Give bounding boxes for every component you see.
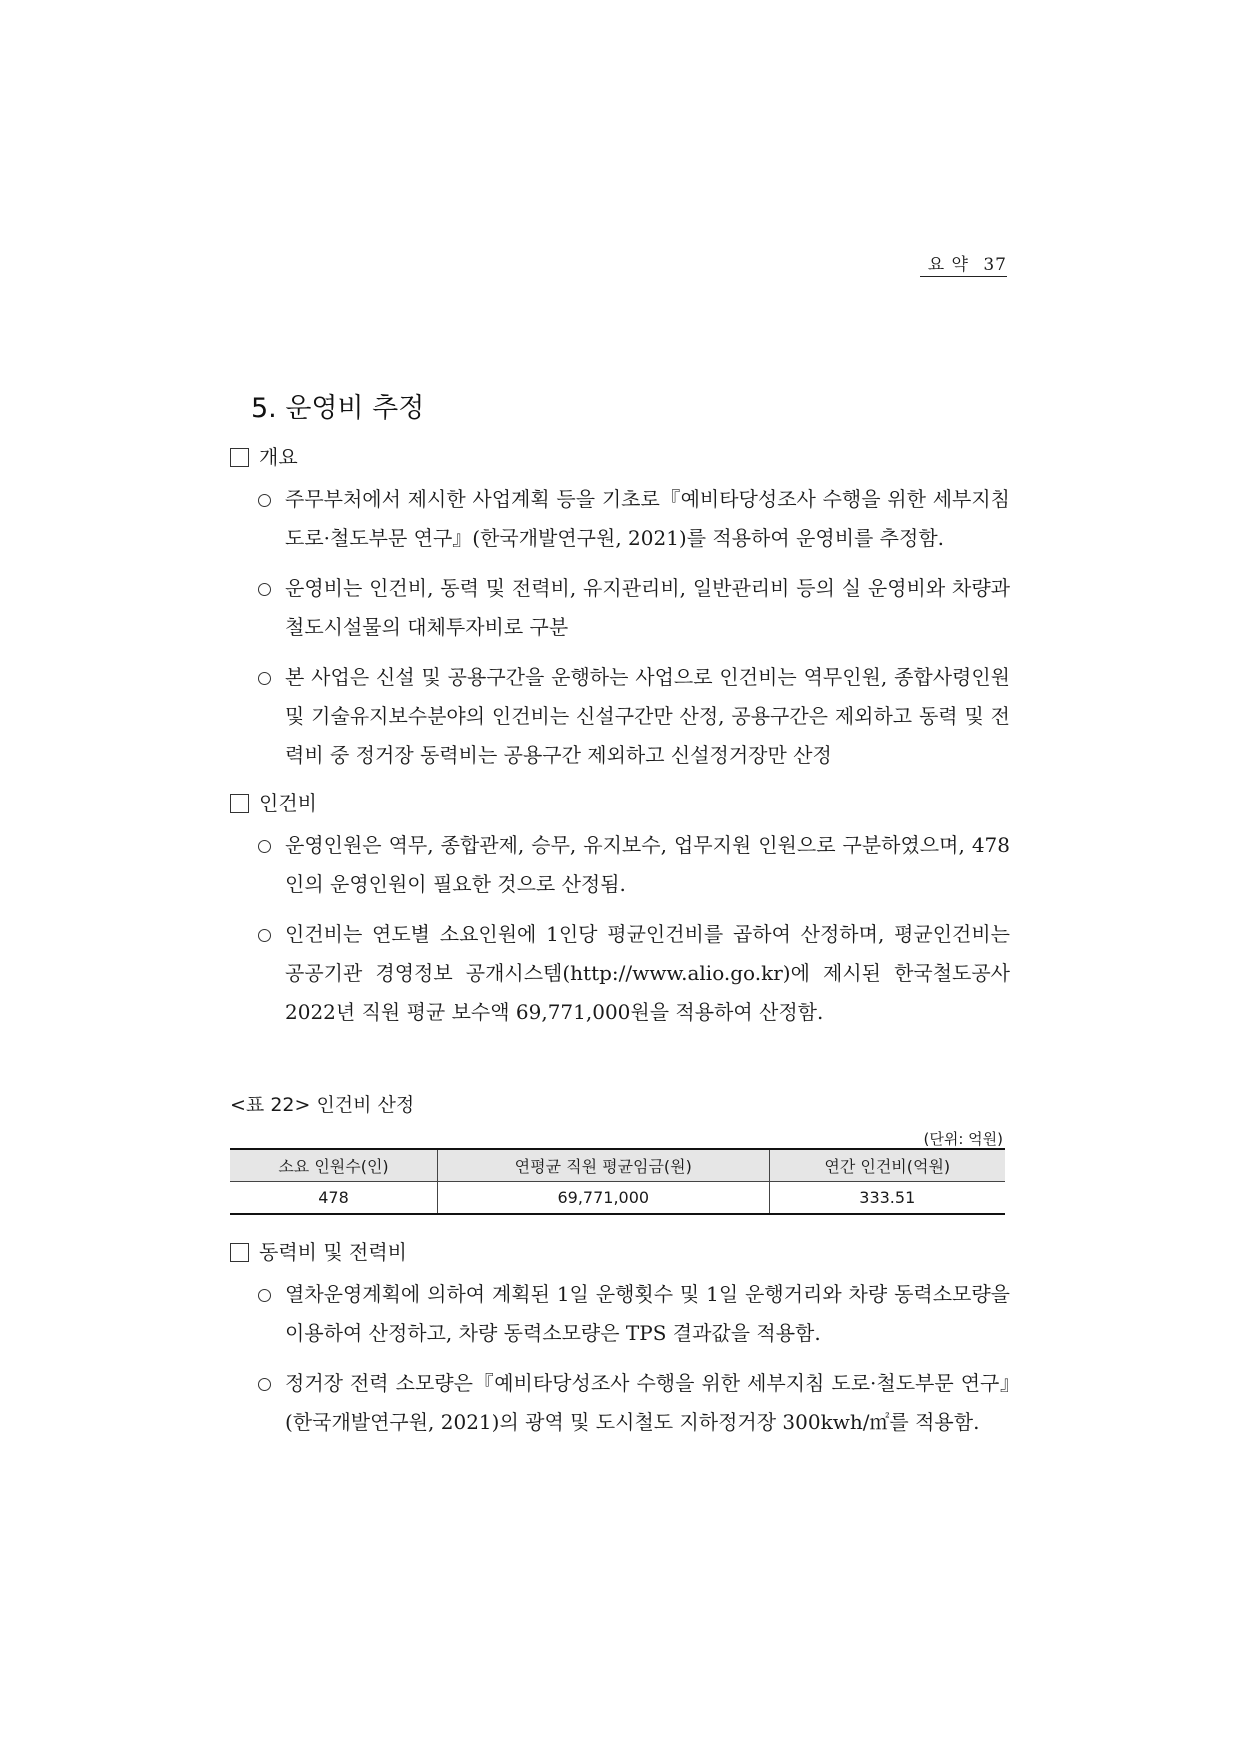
overview-bullet-2: 운영비는 인건비, 동력 및 전력비, 유지관리비, 일반관리비 등의 실 운영비와 차량과 철도시설물의 대체투자비로 구분 [230,569,1010,647]
circle-bullet-icon [258,672,271,685]
section-title: 5. 운영비 추정 [251,393,425,424]
power-heading [230,1235,1010,1269]
circle-bullet-icon [258,494,271,507]
overview-heading [230,440,1010,474]
circle-bullet-icon [258,1378,271,1391]
labor-bullet-1: 운영인원은 역무, 종합관제, 승무, 유지보수, 업무지원 인원으로 구분하였으며, 478인의 운영인원이 필요한 것으로 산정됨. [230,826,1010,904]
labor-heading [230,786,1010,820]
circle-bullet-icon [258,1289,271,1302]
table-header-cell: 소요 인원수(인) [230,1149,438,1182]
power-bullet-2: 정거장 전력 소모량은『예비타당성조사 수행을 위한 세부지침 도로·철도부문 연구』(한국개발연구원, 2021)의 광역 및 도시철도 지하정거장 300kwh/㎡를 적용함. [230,1364,1010,1442]
labor-heading-text: 인건비 [259,791,317,815]
page-header [920,250,1007,277]
table-row [230,1182,1005,1215]
square-bullet-icon [230,1243,249,1262]
content-upper [230,440,1010,1043]
table-cell: 333.51 [769,1182,1005,1215]
table-header-row [230,1149,1005,1182]
table-header-cell: 연평균 직원 평균임금(원) [438,1149,770,1182]
circle-bullet-icon [258,840,271,853]
header-label: 요 약 [927,255,969,275]
overview-bullet-3: 본 사업은 신설 및 공용구간을 운행하는 사업으로 인건비는 역무인원, 종합사령인원 및 기술유지보수분야의 인건비는 신설구간만 산정, 공용구간은 제외하고 동력 및 전력비 중 정거장 동력비는 공용구간 제외하고 신설정거장만 산정 [230,658,1010,775]
power-heading-text: 동력비 및 전력비 [259,1240,407,1264]
content-lower [230,1235,1010,1453]
overview-bullet-1: 주무부처에서 제시한 사업계획 등을 기초로『예비타당성조사 수행을 위한 세부지침 도로·철도부문 연구』(한국개발연구원, 2021)를 적용하여 운영비를 추정함. [230,480,1010,558]
labor-cost-table [230,1148,1005,1215]
table-cell: 478 [230,1182,438,1215]
table-header-cell: 연간 인건비(억원) [769,1149,1005,1182]
square-bullet-icon [230,794,249,813]
page-number: 37 [983,255,1007,275]
square-bullet-icon [230,448,249,467]
table-cell: 69,771,000 [438,1182,770,1215]
overview-heading-text: 개요 [259,445,298,469]
table-unit: (단위: 억원) [923,1130,1003,1148]
table-caption: <표 22> 인건비 산정 [230,1094,415,1116]
power-bullet-1: 열차운영계획에 의하여 계획된 1일 운행횟수 및 1일 운행거리와 차량 동력소모량을 이용하여 산정하고, 차량 동력소모량은 TPS 결과값을 적용함. [230,1275,1010,1353]
circle-bullet-icon [258,929,271,942]
circle-bullet-icon [258,583,271,596]
labor-bullet-2: 인건비는 연도별 소요인원에 1인당 평균인건비를 곱하여 산정하며, 평균인건비는 공공기관 경영정보 공개시스템(http://www.alio.go.kr)에 제시된 한국철도공사 2022년 직원 평균 보수액 69,771,000원을 적용하여 산정함. [230,915,1010,1032]
